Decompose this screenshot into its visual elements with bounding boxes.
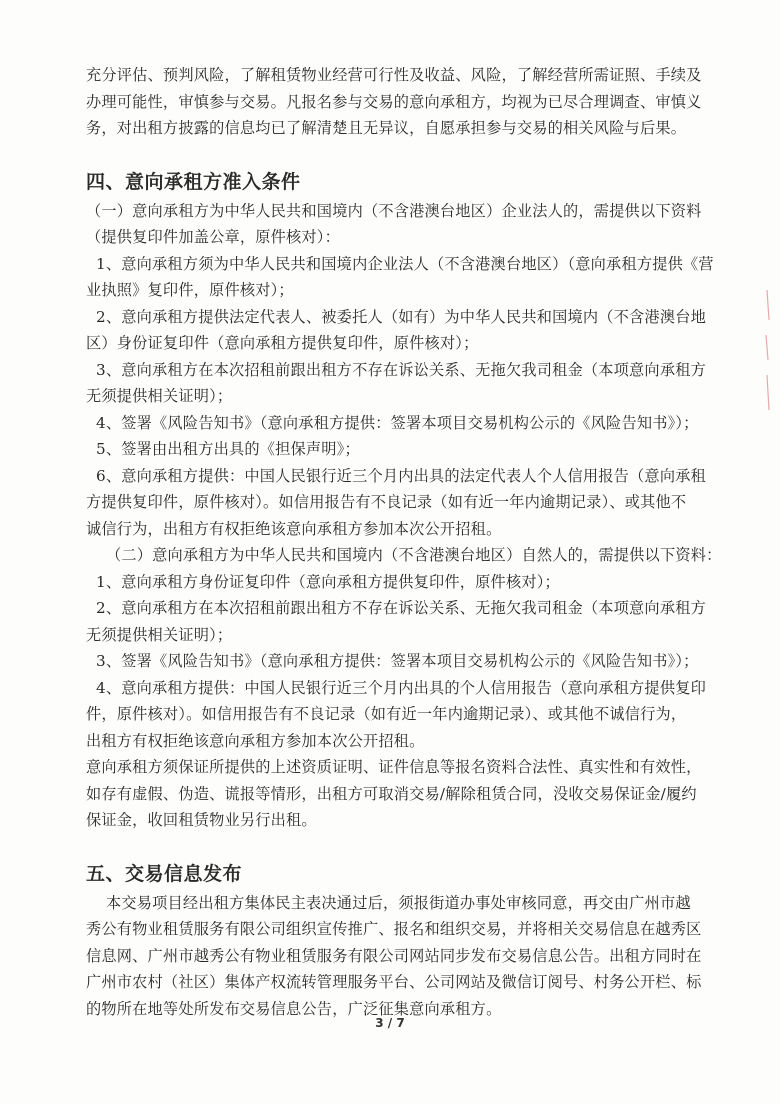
text-line: 2、意向承租方在本次招租前跟出租方不存在诉讼关系、无拖欠我司租金（本项意向承租方 bbox=[96, 599, 706, 617]
page-content bbox=[86, 62, 726, 1022]
intro-paragraph bbox=[86, 62, 726, 142]
page-number: 3 / 7 bbox=[375, 1016, 405, 1030]
text-line: 广州市农村（社区）集体产权流转管理服务平台、公司网站及微信订阅号、村务公开栏、标 bbox=[86, 973, 702, 991]
text-line: 1、意向承租方身份证复印件（意向承租方提供复印件，原件核对）； bbox=[96, 572, 560, 591]
text-line: 方提供复印件，原件核对）。如信用报告有不良记录（如有近一年内逾期记录）、或其他不 bbox=[86, 493, 687, 511]
text-line: 务，对出租方披露的信息均已了解清楚且无异议，自愿承担参与交易的相关风险与后果。 bbox=[86, 119, 687, 137]
text-line: 区）身份证复印件（意向承租方提供复印件，原件核对）； bbox=[86, 334, 479, 352]
text-line: （一）意向承租方为中华人民共和国境内（不含港澳台地区）企业法人的，需提供以下资料 bbox=[86, 201, 702, 220]
text-line: （二）意向承租方为中华人民共和国境内（不含港澳台地区）自然人的，需提供以下资料： bbox=[106, 546, 722, 564]
scan-edge-mark bbox=[760, 280, 774, 420]
text-line: 办理可能性，审慎参与交易。凡报名参与交易的意向承租方，均视为已尽合理调查、审慎义 bbox=[86, 92, 702, 111]
text-line: 秀公有物业租赁服务有限公司组织宣传推广、报名和组织交易，并将相关交易信息在越秀区 bbox=[86, 920, 702, 938]
text-line: 保证金，收回租赁物业另行出租。 bbox=[86, 811, 317, 829]
text-line: 3、签署《风险告知书》（意向承租方提供：签署本项目交易机构公示的《风险告知书》）； bbox=[96, 652, 699, 670]
text-line: 业执照》复印件，原件核对）； bbox=[86, 281, 294, 299]
text-line: 1、意向承租方须为中华人民共和国境内企业法人（不含港澳台地区）（意向承租方提供《营 bbox=[96, 254, 714, 273]
text-line: 4、签署《风险告知书》（意向承租方提供：签署本项目交易机构公示的《风险告知书》）； bbox=[96, 413, 699, 432]
section-4-body bbox=[86, 198, 726, 834]
text-line: 充分评估、预判风险，了解租赁物业经营可行性及收益、风险，了解经营所需证照、手续及 bbox=[86, 66, 702, 84]
section-5-body bbox=[86, 890, 726, 1023]
text-line: 如存有虚假、伪造、谎报等情形，出租方可取消交易/解除租赁合同，没收交易保证金/履约 bbox=[86, 784, 697, 803]
section-heading-5: 五、交易信息发布 bbox=[86, 862, 243, 885]
text-line: 信息网、广州市越秀公有物业租赁服务有限公司网站同步发布交易信息公告。出租方同时在 bbox=[86, 946, 702, 965]
text-line: 2、意向承租方提供法定代表人、被委托人（如有）为中华人民共和国境内（不含港澳台地 bbox=[96, 307, 706, 326]
text-line: 无须提供相关证明）； bbox=[86, 625, 233, 644]
text-line: 5、签署由出租方出具的《担保声明》； bbox=[96, 440, 360, 458]
text-line: 本交易项目经出租方集体民主表决通过后，须报街道办事处审核同意，再交由广州市越 bbox=[106, 893, 691, 912]
text-line: 出租方有权拒绝该意向承租方参加本次公开招租。 bbox=[86, 731, 425, 750]
text-line: 3、意向承租方在本次招租前跟出租方不存在诉讼关系、无拖欠我司租金（本项意向承租方 bbox=[96, 360, 706, 379]
text-line: 的物所在地等处所发布交易信息公告，广泛征集意向承租方。 bbox=[86, 999, 502, 1018]
text-line: 意向承租方须保证所提供的上述资质证明、证件信息等报名资料合法性、真实性和有效性， bbox=[86, 758, 702, 776]
text-line: 件，原件核对）。如信用报告有不良记录（如有近一年内逾期记录）、或其他不诚信行为， bbox=[86, 705, 687, 723]
text-line: 诚信行为，出租方有权拒绝该意向承租方参加本次公开招租。 bbox=[86, 519, 502, 538]
text-line: 4、意向承租方提供：中国人民银行近三个月内出具的个人信用报告（意向承租方提供复印 bbox=[96, 678, 706, 697]
text-line: 无须提供相关证明）； bbox=[86, 387, 233, 405]
text-line: 6、意向承租方提供：中国人民银行近三个月内出具的法定代表人个人信用报告（意向承租 bbox=[96, 466, 706, 485]
text-line: （提供复印件加盖公章，原件核对）： bbox=[86, 228, 340, 246]
section-heading-4: 四、意向承租方准入条件 bbox=[86, 170, 301, 193]
